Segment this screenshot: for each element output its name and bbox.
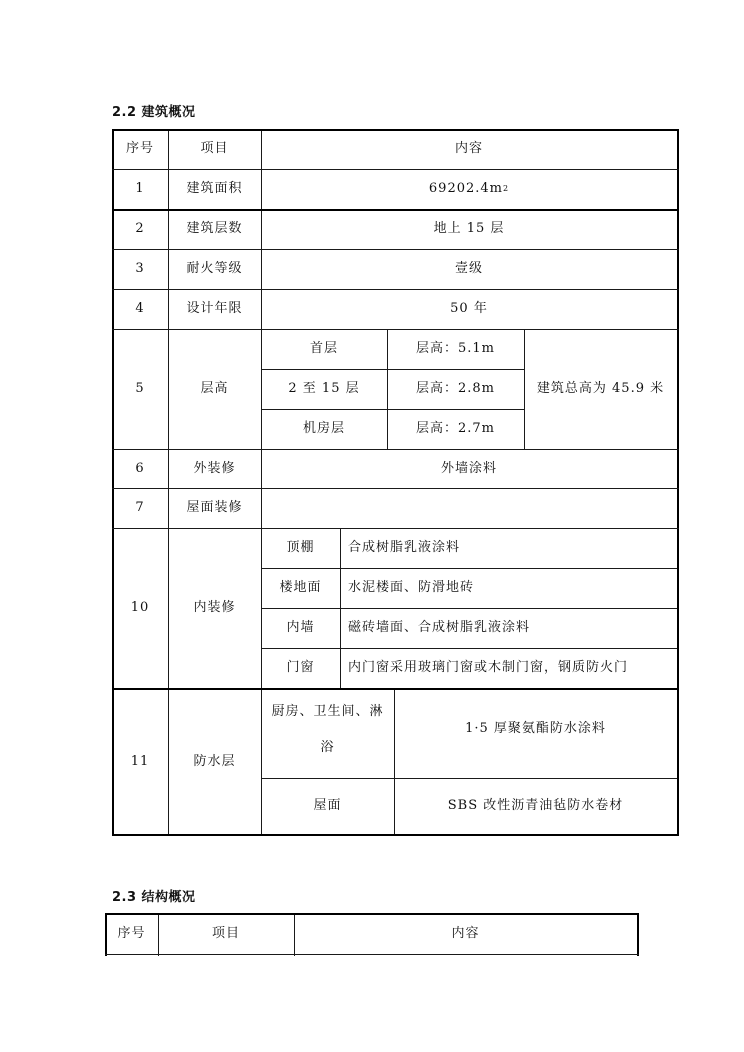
row-11-part-1-line-2: 浴 bbox=[320, 740, 335, 756]
row-6-content: 外墙涂料 bbox=[440, 460, 497, 476]
row-10-desc-2: 水泥楼面、防滑地砖 bbox=[348, 580, 475, 596]
row-10-item: 内装修 bbox=[193, 600, 236, 616]
row-7-item: 屋面装修 bbox=[186, 500, 243, 516]
row-4-content: 50 年 bbox=[450, 301, 488, 317]
header-content: 内容 bbox=[454, 141, 483, 157]
row-4-item: 设计年限 bbox=[186, 301, 243, 317]
structure-overview-table bbox=[105, 913, 639, 956]
section-2-3-title: 2.3 结构概况 bbox=[112, 890, 196, 905]
s23-header-no: 序号 bbox=[117, 926, 146, 942]
row-11-part-1-line-1: 厨房、卫生间、淋 bbox=[271, 704, 384, 720]
section-2-2-title: 2.2 建筑概况 bbox=[112, 105, 196, 120]
row-5-item: 层高 bbox=[200, 381, 229, 397]
row-10-desc-1: 合成树脂乳液涂料 bbox=[348, 540, 461, 556]
row-11-desc-2: SBS 改性沥青油毡防水卷材 bbox=[447, 798, 624, 814]
row-1-no: 1 bbox=[135, 181, 145, 197]
row-5-no: 5 bbox=[135, 381, 145, 397]
row-3-no: 3 bbox=[135, 261, 145, 277]
header-no: 序号 bbox=[125, 141, 154, 157]
row-4-no: 4 bbox=[135, 301, 145, 317]
row-11-item: 防水层 bbox=[193, 754, 236, 770]
row-2-no: 2 bbox=[135, 221, 145, 237]
building-overview-table bbox=[112, 129, 679, 836]
row-5-total-height: 建筑总高为 45.9 米 bbox=[536, 381, 665, 397]
row-5-height-2: 层高：2.8m bbox=[415, 381, 495, 397]
row-11-part-2: 屋面 bbox=[313, 798, 342, 814]
row-11-no: 11 bbox=[130, 754, 150, 770]
row-7-no: 7 bbox=[135, 500, 145, 516]
area-value: 69202.4m bbox=[428, 181, 503, 197]
row-6-no: 6 bbox=[135, 460, 145, 476]
row-10-no: 10 bbox=[130, 600, 150, 616]
row-10-part-4: 门窗 bbox=[286, 660, 315, 676]
s23-header-content: 内容 bbox=[451, 926, 480, 942]
row-10-part-1: 顶棚 bbox=[286, 540, 315, 556]
row-5-floor-2: 2 至 15 层 bbox=[288, 381, 360, 397]
row-2-item: 建筑层数 bbox=[186, 221, 243, 237]
row-1-item: 建筑面积 bbox=[186, 181, 243, 197]
row-3-content: 壹级 bbox=[454, 261, 483, 277]
row-6-item: 外装修 bbox=[193, 460, 236, 476]
row-5-floor-3: 机房层 bbox=[302, 421, 345, 437]
row-2-content: 地上 15 层 bbox=[433, 221, 505, 237]
row-5-floor-1: 首层 bbox=[309, 341, 338, 357]
row-7-content bbox=[261, 488, 677, 528]
row-10-desc-4: 内门窗采用玻璃门窗或木制门窗，钢质防火门 bbox=[348, 660, 629, 676]
header-item: 项目 bbox=[200, 141, 229, 157]
s23-header-item: 项目 bbox=[211, 926, 240, 942]
row-5-height-3: 层高：2.7m bbox=[415, 421, 495, 437]
row-5-height-1: 层高：5.1m bbox=[415, 341, 495, 357]
row-1-content: 69202.4m 2 bbox=[428, 181, 510, 197]
row-10-part-3: 内墙 bbox=[286, 620, 315, 636]
row-11-desc-1: 1·5 厚聚氨酯防水涂料 bbox=[465, 721, 606, 737]
row-10-desc-3: 磁砖墙面、合成树脂乳液涂料 bbox=[348, 620, 531, 636]
row-3-item: 耐火等级 bbox=[186, 261, 243, 277]
row-10-part-2: 楼地面 bbox=[279, 580, 322, 596]
